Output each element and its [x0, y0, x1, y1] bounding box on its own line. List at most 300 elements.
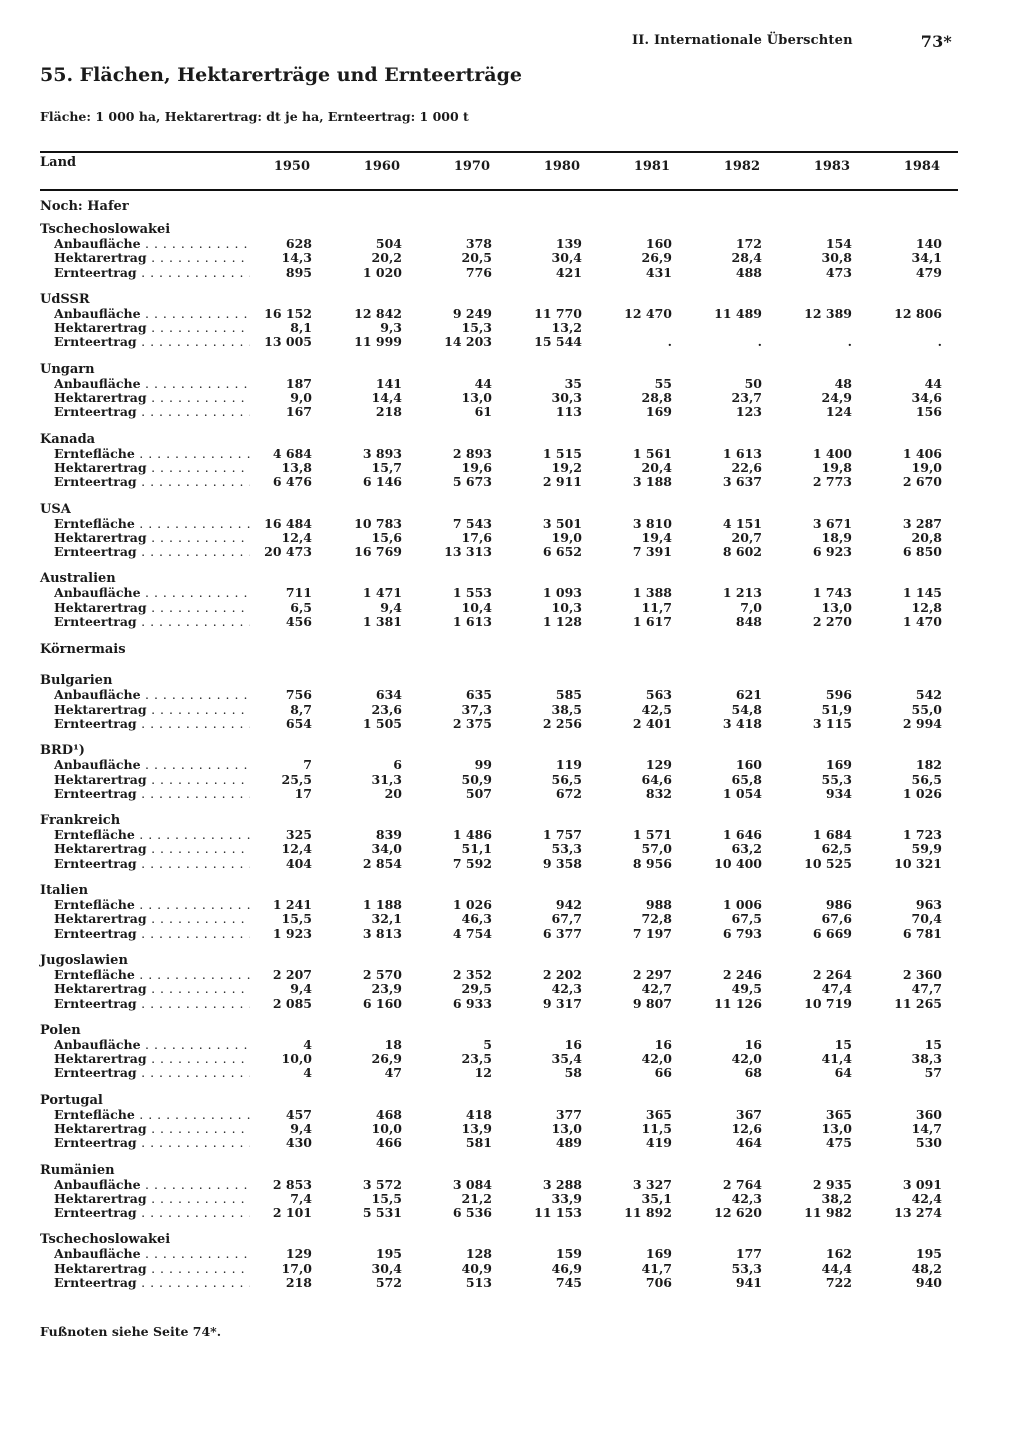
- table-cell: 68: [744, 1065, 762, 1081]
- table-cell: 42,7: [641, 981, 672, 997]
- table-cell: 195: [375, 1246, 402, 1262]
- table-cell: 4: [303, 1065, 312, 1081]
- table-cell: 41,7: [641, 1260, 672, 1276]
- table-cell: 2 911: [542, 474, 582, 490]
- table-cell: 19,4: [641, 529, 672, 545]
- table-cell: 2 994: [902, 715, 942, 731]
- table-cell: 177: [735, 1246, 762, 1262]
- table-cell: .: [847, 334, 852, 350]
- table-cell: 1 646: [722, 827, 762, 843]
- table-cell: 430: [285, 1135, 312, 1151]
- table-cell: 44,4: [821, 1260, 852, 1276]
- table-cell: 3 501: [542, 515, 582, 531]
- table-cell: 15,6: [371, 529, 402, 545]
- table-cell: 44: [474, 375, 492, 391]
- table-row: [40, 997, 958, 1011]
- table-cell: 895: [285, 264, 312, 280]
- table-cell: 42,4: [911, 1190, 942, 1206]
- table-cell: 169: [645, 404, 672, 420]
- country-group: [40, 502, 958, 560]
- table-cell: 14 203: [444, 334, 492, 350]
- table-cell: 3 287: [902, 515, 942, 531]
- table-cell: 28,4: [731, 250, 762, 266]
- table-cell: 3 288: [542, 1176, 582, 1192]
- table-cell: 167: [285, 404, 312, 420]
- table-cell: 7 391: [632, 544, 672, 560]
- table-cell: 12,8: [911, 599, 942, 615]
- table-cell: 3 327: [632, 1176, 672, 1192]
- table-cell: 848: [735, 614, 762, 630]
- table-row: [40, 1247, 958, 1261]
- table-cell: 7 197: [632, 925, 672, 941]
- table-cell: 942: [555, 897, 582, 913]
- table-cell: 22,6: [731, 459, 762, 475]
- row-label: Anbaufläche . . .: [54, 237, 250, 251]
- row-label: Hektarertrag . . .: [54, 1052, 250, 1066]
- table-cell: 54,8: [731, 701, 762, 717]
- row-label: Hektarertrag . . .: [54, 912, 250, 926]
- table-cell: 12,4: [281, 529, 312, 545]
- row-label: Erntefläche . . .: [54, 898, 250, 912]
- table-cell: 124: [825, 404, 852, 420]
- table-cell: 468: [375, 1106, 402, 1122]
- table-cell: 12: [474, 1065, 492, 1081]
- table-row: [40, 842, 958, 856]
- header-rule-bottom: [40, 189, 958, 191]
- table-cell: 6 793: [722, 925, 762, 941]
- table-cell: 67,6: [821, 911, 852, 927]
- table-cell: 14,4: [371, 390, 402, 406]
- table-cell: 11 265: [894, 995, 942, 1011]
- row-label: Ernteertrag . . .: [54, 927, 250, 941]
- table-cell: 542: [915, 687, 942, 703]
- table-cell: 1 026: [902, 785, 942, 801]
- table-cell: 986: [825, 897, 852, 913]
- table-cell: 44: [924, 375, 942, 391]
- table-cell: 57,0: [641, 841, 672, 857]
- table-cell: 11 770: [534, 305, 582, 321]
- table-cell: 10 783: [354, 515, 402, 531]
- table-cell: 13,9: [461, 1120, 492, 1136]
- table-cell: 29,5: [461, 981, 492, 997]
- table-cell: 3 671: [812, 515, 852, 531]
- table-cell: 57: [924, 1065, 942, 1081]
- table-cell: 756: [285, 687, 312, 703]
- country-name: Jugoslawien: [40, 952, 128, 968]
- country-group: [40, 953, 958, 1011]
- table-cell: 16: [654, 1036, 672, 1052]
- table-cell: 140: [915, 236, 942, 251]
- table-cell: 6 536: [452, 1205, 492, 1221]
- table-cell: 1 026: [452, 897, 492, 913]
- table-cell: 1 406: [902, 445, 942, 461]
- country-name: Italien: [40, 883, 89, 899]
- table-cell: 6 476: [272, 474, 312, 490]
- table-cell: 10,0: [281, 1051, 312, 1067]
- table-cell: 128: [465, 1246, 492, 1262]
- table-cell: 711: [285, 585, 312, 601]
- country-group: [40, 743, 958, 801]
- table-cell: 34,0: [371, 841, 402, 857]
- units-note: Fläche: 1 000 ha, Hektarertrag: dt je ha, Ernteertrag: 1 000 t: [40, 109, 469, 124]
- table-cell: 1 470: [902, 614, 942, 630]
- table-cell: 2 264: [812, 966, 852, 982]
- table-cell: 654: [285, 715, 312, 731]
- row-label: Ernteertrag . . .: [54, 1066, 250, 1080]
- table-cell: 706: [645, 1275, 672, 1291]
- table-cell: 218: [285, 1275, 312, 1291]
- table-cell: 6: [393, 757, 402, 773]
- row-label: Hektarertrag . . .: [54, 1122, 250, 1136]
- table-cell: 154: [825, 236, 852, 251]
- table-cell: 745: [555, 1275, 582, 1291]
- country-name: USA: [40, 501, 71, 517]
- table-cell: 621: [735, 687, 762, 703]
- table-cell: 53,3: [551, 841, 582, 857]
- table-cell: 12 470: [624, 305, 672, 321]
- table-cell: 160: [735, 757, 762, 773]
- table-cell: 1 381: [362, 614, 402, 630]
- table-cell: 456: [285, 614, 312, 630]
- table-cell: 2 246: [722, 966, 762, 982]
- table-cell: 129: [285, 1246, 312, 1262]
- table-cell: 832: [645, 785, 672, 801]
- table-cell: 67,5: [731, 911, 762, 927]
- table-row: [40, 545, 958, 559]
- country-name: Rumänien: [40, 1162, 115, 1178]
- table-cell: .: [757, 334, 762, 350]
- table-cell: 940: [915, 1275, 942, 1291]
- table-cell: 988: [645, 897, 672, 913]
- table-cell: 9,3: [380, 320, 402, 336]
- table-cell: 1 613: [452, 614, 492, 630]
- table-cell: 488: [735, 264, 762, 280]
- table-cell: 1 400: [812, 445, 852, 461]
- row-label: Hektarertrag . . .: [54, 703, 250, 717]
- table-row: [40, 717, 958, 731]
- table-cell: 1 213: [722, 585, 762, 601]
- table-cell: 66: [654, 1065, 672, 1081]
- table-cell: 2 853: [272, 1176, 312, 1192]
- table-cell: 3 115: [812, 715, 852, 731]
- table-cell: 2 773: [812, 474, 852, 490]
- table-body: [40, 196, 958, 1302]
- table-row: [40, 517, 958, 531]
- table-row: [40, 461, 958, 475]
- section-title: Noch: Hafer: [40, 199, 129, 214]
- row-label: Ernteertrag . . .: [54, 615, 250, 629]
- country-group: [40, 571, 958, 629]
- header-year: 1950: [273, 159, 310, 174]
- table-cell: 1 515: [542, 445, 582, 461]
- table-cell: 530: [915, 1135, 942, 1151]
- table-cell: 776: [465, 264, 492, 280]
- table-cell: 1 128: [542, 614, 582, 630]
- row-label: Anbaufläche . . .: [54, 688, 250, 702]
- table-cell: 378: [465, 236, 492, 251]
- header-year: 1960: [363, 159, 400, 174]
- table-row: [40, 1262, 958, 1276]
- table-cell: 2 375: [452, 715, 492, 731]
- table-cell: 38,3: [911, 1051, 942, 1067]
- table-cell: 13,0: [821, 599, 852, 615]
- header-year: 1981: [633, 159, 670, 174]
- table-row: [40, 601, 958, 615]
- table-cell: 9,4: [290, 981, 312, 997]
- table-cell: 42,3: [551, 981, 582, 997]
- table-cell: 489: [555, 1135, 582, 1151]
- table-cell: 12 620: [714, 1205, 762, 1221]
- table-cell: 51,1: [461, 841, 492, 857]
- country-group: [40, 883, 958, 941]
- row-label: Erntefläche . . .: [54, 517, 250, 531]
- table-cell: 10 719: [804, 995, 852, 1011]
- table-cell: 2 297: [632, 966, 672, 982]
- table-row: [40, 1066, 958, 1080]
- row-label: Erntefläche . . .: [54, 968, 250, 982]
- table-cell: 2 101: [272, 1205, 312, 1221]
- table-cell: 13 274: [894, 1205, 942, 1221]
- table-cell: 2 207: [272, 966, 312, 982]
- row-label: Erntefläche . . .: [54, 447, 250, 461]
- table-cell: .: [937, 334, 942, 350]
- table-cell: 24,9: [821, 390, 852, 406]
- table-row: [40, 927, 958, 941]
- footnote: Fußnoten siehe Seite 74*.: [40, 1324, 222, 1339]
- table-cell: 62,5: [821, 841, 852, 857]
- table-cell: 46,9: [551, 1260, 582, 1276]
- table-cell: 1 505: [362, 715, 402, 731]
- header-year: 1982: [723, 159, 760, 174]
- table-cell: 581: [465, 1135, 492, 1151]
- row-label: Hektarertrag . . .: [54, 251, 250, 265]
- table-row: [40, 321, 958, 335]
- country-group: [40, 1232, 958, 1290]
- table-cell: 11 982: [804, 1205, 852, 1221]
- row-label: Ernteertrag . . .: [54, 405, 250, 419]
- table-cell: 10 321: [894, 855, 942, 871]
- table-cell: 38,2: [821, 1190, 852, 1206]
- table-cell: 11 489: [714, 305, 762, 321]
- table-cell: 37,3: [461, 701, 492, 717]
- table-cell: 7 543: [452, 515, 492, 531]
- table-cell: 13 005: [264, 334, 312, 350]
- table-cell: 421: [555, 264, 582, 280]
- table-cell: 55,3: [821, 771, 852, 787]
- table-cell: 15: [924, 1036, 942, 1052]
- row-label: Anbaufläche . . .: [54, 1247, 250, 1261]
- table-row: [40, 1052, 958, 1066]
- country-name: Australien: [40, 571, 116, 587]
- table-cell: 3 893: [362, 445, 402, 461]
- row-label: Hektarertrag . . .: [54, 601, 250, 615]
- table-cell: 42,0: [641, 1051, 672, 1067]
- running-head-text: II. Internationale Überschten: [632, 33, 853, 48]
- table-cell: 159: [555, 1246, 582, 1262]
- table-cell: 9 249: [452, 305, 492, 321]
- table-cell: 365: [825, 1106, 852, 1122]
- row-label: Ernteertrag . . .: [54, 1206, 250, 1220]
- row-label: Ernteertrag . . .: [54, 1276, 250, 1290]
- header-year: 1970: [453, 159, 490, 174]
- country-group: [40, 673, 958, 731]
- table-cell: 59,9: [911, 841, 942, 857]
- table-cell: 13,0: [551, 1120, 582, 1136]
- table-cell: 1 757: [542, 827, 582, 843]
- row-label: Ernteertrag . . .: [54, 545, 250, 559]
- table-cell: 3 084: [452, 1176, 492, 1192]
- row-label: Hektarertrag . . .: [54, 461, 250, 475]
- table-cell: 507: [465, 785, 492, 801]
- table-cell: 585: [555, 687, 582, 703]
- table-cell: 1 613: [722, 445, 762, 461]
- table-cell: 431: [645, 264, 672, 280]
- table-cell: 12,6: [731, 1120, 762, 1136]
- row-label: Ernteertrag . . .: [54, 475, 250, 489]
- table-cell: 6 781: [902, 925, 942, 941]
- table-cell: 1 723: [902, 827, 942, 843]
- table-cell: 72,8: [641, 911, 672, 927]
- table-cell: 1 471: [362, 585, 402, 601]
- table-cell: 19,8: [821, 459, 852, 475]
- table-row: [40, 377, 958, 391]
- table-cell: 64,6: [641, 771, 672, 787]
- table-cell: 20,5: [461, 250, 492, 266]
- country-name: Ungarn: [40, 361, 95, 377]
- table-row: [40, 1122, 958, 1136]
- table-cell: 23,7: [731, 390, 762, 406]
- table-cell: 187: [285, 375, 312, 391]
- table-cell: 6 669: [812, 925, 852, 941]
- table-cell: 941: [735, 1275, 762, 1291]
- table-cell: 30,4: [551, 250, 582, 266]
- table-cell: 8,1: [290, 320, 312, 336]
- table-row: [40, 912, 958, 926]
- table-cell: 1 093: [542, 585, 582, 601]
- table-cell: 195: [915, 1246, 942, 1262]
- table-cell: 51,9: [821, 701, 852, 717]
- table-cell: 20,7: [731, 529, 762, 545]
- table-cell: 10 525: [804, 855, 852, 871]
- table-cell: 1 743: [812, 585, 852, 601]
- table-cell: 23,9: [371, 981, 402, 997]
- table-cell: 635: [465, 687, 492, 703]
- country-name: Portugal: [40, 1092, 103, 1108]
- table-cell: 26,9: [371, 1051, 402, 1067]
- table-cell: 13,2: [551, 320, 582, 336]
- table-cell: 2 935: [812, 1176, 852, 1192]
- table-cell: 2 085: [272, 995, 312, 1011]
- table-title: 55. Flächen, Hektarerträge und Ernteerträge: [40, 64, 522, 86]
- table-row: [40, 266, 958, 280]
- table-cell: 1 553: [452, 585, 492, 601]
- row-label: Hektarertrag . . .: [54, 982, 250, 996]
- table-cell: 18,9: [821, 529, 852, 545]
- table-cell: 2 401: [632, 715, 672, 731]
- table-row: [40, 335, 958, 349]
- country-name: UdSSR: [40, 291, 90, 307]
- table-cell: 513: [465, 1275, 492, 1291]
- table-cell: 7: [303, 757, 312, 773]
- table-cell: 11 999: [354, 334, 402, 350]
- header-year: 1983: [813, 159, 850, 174]
- table-cell: 9 317: [542, 995, 582, 1011]
- table-row: [40, 405, 958, 419]
- table-cell: 19,2: [551, 459, 582, 475]
- table-row: [40, 1178, 958, 1192]
- table-cell: 3 637: [722, 474, 762, 490]
- table-row: [40, 773, 958, 787]
- table-cell: 218: [375, 404, 402, 420]
- row-label: Anbaufläche . . .: [54, 307, 250, 321]
- table-cell: 1 188: [362, 897, 402, 913]
- table-cell: 6,5: [290, 599, 312, 615]
- row-label: Anbaufläche . . .: [54, 377, 250, 391]
- table-cell: 41,4: [821, 1051, 852, 1067]
- table-cell: 13,0: [821, 1120, 852, 1136]
- table-cell: 12 389: [804, 305, 852, 321]
- table-row: [40, 787, 958, 801]
- table-cell: 162: [825, 1246, 852, 1262]
- table-cell: 2 670: [902, 474, 942, 490]
- table-cell: 16 769: [354, 544, 402, 560]
- table-cell: 15,5: [371, 1190, 402, 1206]
- table-cell: 34,1: [911, 250, 942, 266]
- row-label: Hektarertrag . . .: [54, 1262, 250, 1276]
- table-cell: .: [667, 334, 672, 350]
- table-cell: 20,4: [641, 459, 672, 475]
- table-cell: 48,2: [911, 1260, 942, 1276]
- table-cell: 14,3: [281, 250, 312, 266]
- table-cell: 5: [483, 1036, 492, 1052]
- table-cell: 4: [303, 1036, 312, 1052]
- table-cell: 25,5: [281, 771, 312, 787]
- table-cell: 113: [555, 404, 582, 420]
- table-cell: 35: [564, 375, 582, 391]
- table-cell: 377: [555, 1106, 582, 1122]
- table-cell: 141: [375, 375, 402, 391]
- table-cell: 139: [555, 236, 582, 251]
- table-cell: 18: [384, 1036, 402, 1052]
- table-cell: 9,4: [380, 599, 402, 615]
- table-row: [40, 307, 958, 321]
- table-cell: 19,0: [911, 459, 942, 475]
- table-cell: 123: [735, 404, 762, 420]
- table-cell: 8,7: [290, 701, 312, 717]
- table-cell: 6 923: [812, 544, 852, 560]
- table-cell: 11 153: [534, 1205, 582, 1221]
- table-cell: 3 418: [722, 715, 762, 731]
- table-cell: 23,5: [461, 1051, 492, 1067]
- table-cell: 19,6: [461, 459, 492, 475]
- table-cell: 11 126: [714, 995, 762, 1011]
- table-cell: 40,9: [461, 1260, 492, 1276]
- table-cell: 11 892: [624, 1205, 672, 1221]
- table-cell: 3 572: [362, 1176, 402, 1192]
- table-row: [40, 531, 958, 545]
- table-row: [40, 688, 958, 702]
- table-cell: 418: [465, 1106, 492, 1122]
- table-cell: 5 673: [452, 474, 492, 490]
- table-cell: 2 570: [362, 966, 402, 982]
- table-cell: 12 806: [894, 305, 942, 321]
- table-cell: 7,0: [740, 599, 762, 615]
- table-cell: 56,5: [911, 771, 942, 787]
- table-cell: 628: [285, 236, 312, 251]
- row-label: Hektarertrag . . .: [54, 773, 250, 787]
- country-name: Polen: [40, 1022, 81, 1038]
- table-cell: 672: [555, 785, 582, 801]
